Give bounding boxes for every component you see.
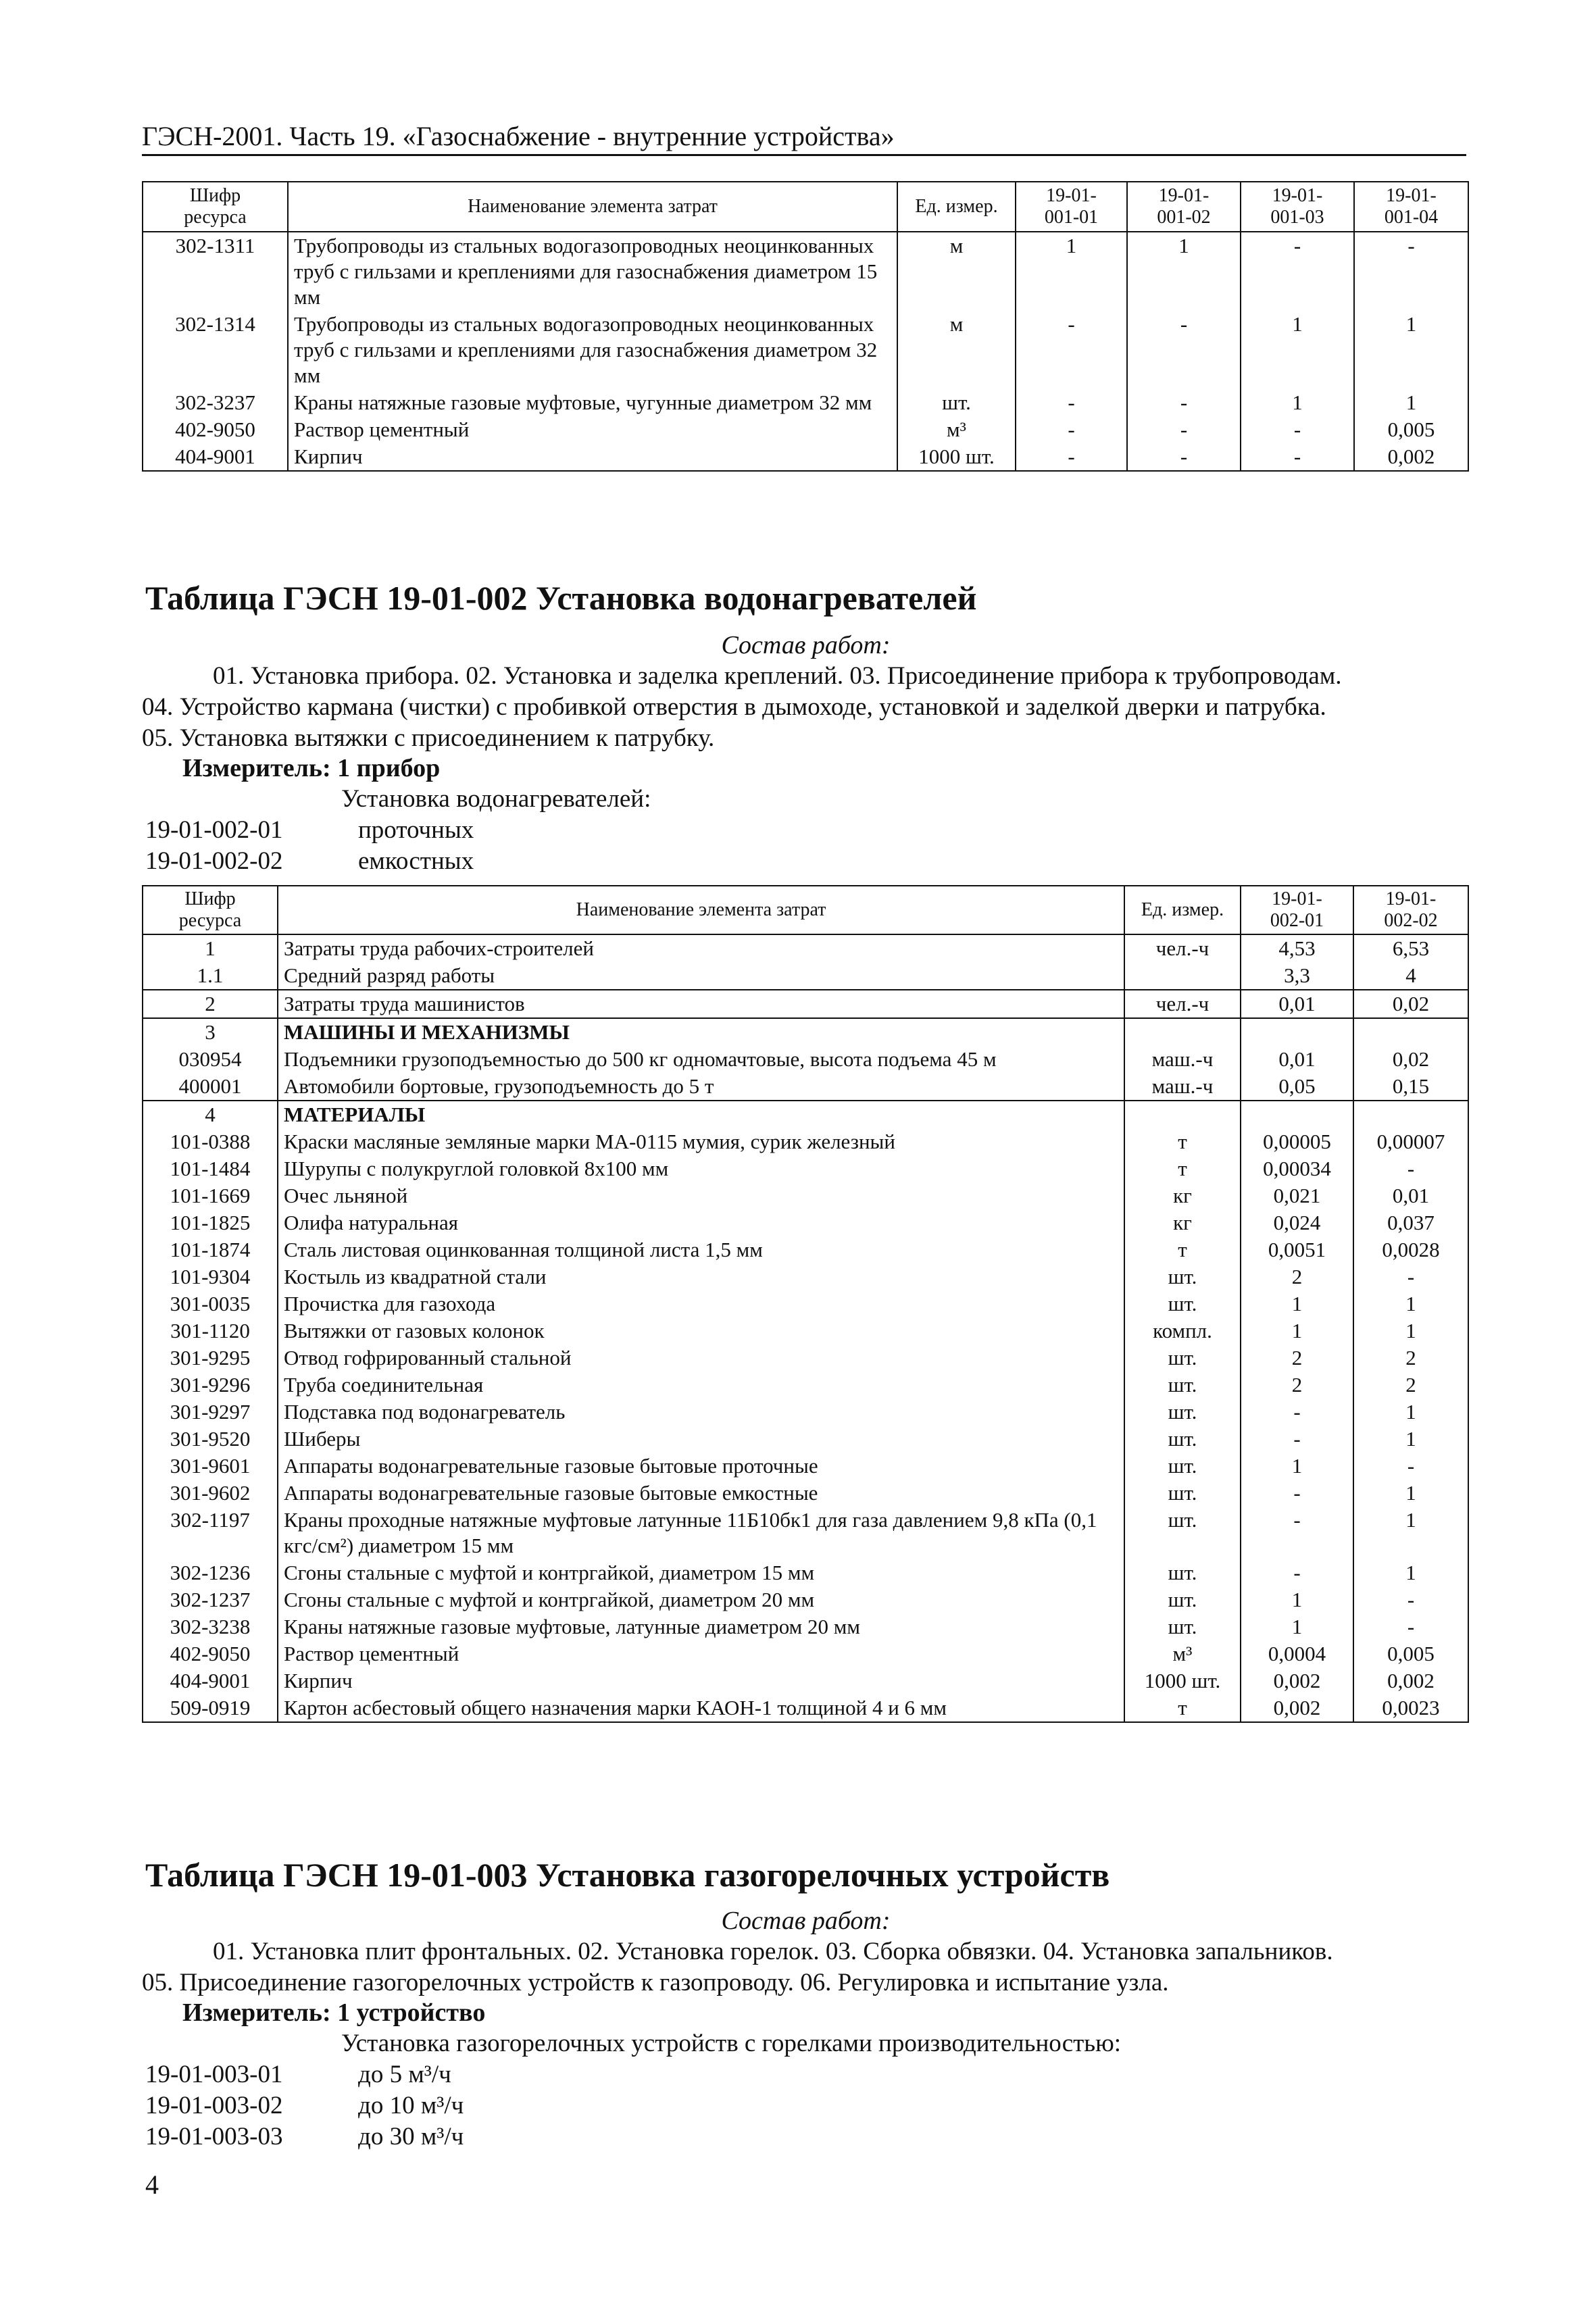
cell-name: Подъемники грузоподъемностью до 500 кг одномачтовые, высота подъема 45 м [278,1046,1124,1073]
cell-name: Краны проходные натяжные муфтовые латунные 11Б10бк1 для газа давлением 9,8 кПа (0,1 кгс/см²) диаметром 15 мм [278,1507,1124,1559]
cell-value-1: 0,002 [1241,1667,1353,1694]
cell-value-1: 1 [1241,1586,1353,1613]
cell-name: Сталь листовая оцинкованная толщиной листа 1,5 мм [278,1236,1124,1263]
cell-value-2: 1 [1353,1317,1468,1344]
table-19-01-002 [142,885,1469,1723]
cell-code: 301-9296 [143,1372,278,1399]
cell-value-1: - [1016,443,1127,471]
cell-code: 101-1825 [143,1209,278,1236]
table-row [143,1613,1468,1640]
cell-name: Олифа натуральная [278,1209,1124,1236]
cell-name: Очес льняной [278,1182,1124,1209]
cell-name: Раствор цементный [288,416,897,443]
section2-work-line-2: 04. Устройство кармана (чистки) с пробивкой отверстия в дымоходе, установкой и заделкой дверки и патрубка. [142,693,1326,721]
cell-value-1: - [1241,1480,1353,1507]
table-row [143,1290,1468,1317]
table-row [143,1236,1468,1263]
cell-value-2: 0,0028 [1353,1236,1468,1263]
cell-code: 302-3238 [143,1613,278,1640]
cell-code: 4 [143,1101,278,1128]
cell-unit: шт. [1124,1586,1241,1613]
table-row [143,1018,1468,1046]
cell-value-1: 0,01 [1241,990,1353,1018]
cell-value-2 [1353,1018,1468,1046]
cell-code: 404-9001 [143,443,288,471]
cell-name: Краски масляные земляные марки МА-0115 мумия, сурик железный [278,1128,1124,1155]
cell-value-2: 0,037 [1353,1209,1468,1236]
cell-unit: маш.-ч [1124,1073,1241,1101]
cell-value-1: 1 [1241,1453,1353,1480]
cell-unit: шт. [1124,1290,1241,1317]
table-row [143,1344,1468,1372]
cell-value-2: - [1353,1586,1468,1613]
cell-value-2: 2 [1353,1372,1468,1399]
cell-value-3: 1 [1241,389,1354,416]
cell-value-2: - [1353,1453,1468,1480]
cell-value-3: - [1241,416,1354,443]
cell-name: Краны натяжные газовые муфтовые, чугунные диаметром 32 мм [288,389,897,416]
cell-value-4: 0,002 [1354,443,1468,471]
cell-value-2: 0,02 [1353,990,1468,1018]
col-header-variant-2: 19-01- 002-02 [1353,886,1468,934]
cell-unit: м [897,232,1016,311]
cell-name: Отвод гофрированный стальной [278,1344,1124,1372]
cell-unit: чел.-ч [1124,990,1241,1018]
cell-name: Вытяжки от газовых колонок [278,1317,1124,1344]
cell-unit: шт. [1124,1263,1241,1290]
cell-code: 101-1874 [143,1236,278,1263]
cell-unit: шт. [1124,1613,1241,1640]
cell-unit [1124,1101,1241,1128]
cell-unit: компл. [1124,1317,1241,1344]
cell-value-2: - [1353,1613,1468,1640]
cell-name: Раствор цементный [278,1640,1124,1667]
table-row [143,1694,1468,1722]
cell-value-2: - [1353,1155,1468,1182]
cell-value-2: 1 [1353,1426,1468,1453]
cell-code: 101-1669 [143,1182,278,1209]
cell-value-3: 1 [1241,311,1354,389]
cell-value-1: 0,00005 [1241,1128,1353,1155]
cell-name: Подставка под водонагреватель [278,1399,1124,1426]
cell-code: 302-1197 [143,1507,278,1559]
section2-meter: Измеритель: 1 прибор [182,754,441,782]
cell-unit: шт. [897,389,1016,416]
cell-name: Картон асбестовый общего назначения марки КАОН-1 толщиной 4 и 6 мм [278,1694,1124,1722]
cell-value-2: - [1353,1263,1468,1290]
table-row [143,1073,1468,1101]
cell-code: 302-1236 [143,1559,278,1586]
cell-code: 301-9602 [143,1480,278,1507]
section3-variant-row [145,2121,464,2153]
section-title-19-01-003: Таблица ГЭСН 19-01-003 Установка газогорелочных устройств [145,1856,1110,1894]
cell-code: 101-1484 [143,1155,278,1182]
variant-code: 19-01-003-02 [145,2092,283,2119]
section2-variant-row [145,815,474,846]
cell-code: 302-3237 [143,389,288,416]
cell-code: 2 [143,990,278,1018]
section-title-19-01-002: Таблица ГЭСН 19-01-002 Установка водонагревателей [145,579,977,617]
table-row [143,1182,1468,1209]
cell-name: Шурупы с полукруглой головкой 8х100 мм [278,1155,1124,1182]
cell-unit: т [1124,1236,1241,1263]
cell-unit: шт. [1124,1426,1241,1453]
col-header-code: Шифр ресурса [143,886,278,934]
cell-value-1: 0,01 [1241,1046,1353,1073]
cell-unit [1124,1018,1241,1046]
cell-name: Шиберы [278,1426,1124,1453]
section2-variant-row [145,846,474,877]
cell-code: 301-1120 [143,1317,278,1344]
section2-work-line-1: 01. Установка прибора. 02. Установка и заделка креплений. 03. Присоединение прибора к трубопроводам. [213,662,1342,690]
variant-label: до 30 м³/ч [358,2123,464,2150]
cell-value-1: 2 [1241,1263,1353,1290]
cell-value-2: - [1127,443,1241,471]
cell-value-1 [1241,1018,1353,1046]
cell-unit: маш.-ч [1124,1046,1241,1073]
cell-value-3: - [1241,232,1354,311]
section2-work-line-3: 05. Установка вытяжки с присоединением к патрубку. [142,724,715,752]
table-row [143,1263,1468,1290]
cell-unit: 1000 шт. [1124,1667,1241,1694]
cell-code: 301-9601 [143,1453,278,1480]
variant-code: 19-01-003-03 [145,2123,283,2150]
cell-value-2: 1 [1353,1290,1468,1317]
table-row [143,232,1468,311]
variant-label: проточных [358,816,474,844]
table-row [143,1426,1468,1453]
cell-code: 301-9520 [143,1426,278,1453]
table-row [143,1372,1468,1399]
cell-code: 302-1311 [143,232,288,311]
cell-name: Аппараты водонагревательные газовые бытовые проточные [278,1453,1124,1480]
cell-unit: т [1124,1128,1241,1155]
section3-variant-row [145,2059,451,2090]
cell-code: 509-0919 [143,1694,278,1722]
table-row [143,1399,1468,1426]
cell-value-1: 0,024 [1241,1209,1353,1236]
cell-name: Кирпич [278,1667,1124,1694]
col-header-variant-4: 19-01- 001-04 [1354,182,1468,232]
cell-code: 301-0035 [143,1290,278,1317]
cell-code: 301-9297 [143,1399,278,1426]
cell-unit: шт. [1124,1507,1241,1559]
table-row [143,1640,1468,1667]
table-row [143,962,1468,990]
col-header-variant-1: 19-01- 001-01 [1016,182,1127,232]
cell-code: 1.1 [143,962,278,990]
cell-value-2: 1 [1353,1480,1468,1507]
cell-name: Аппараты водонагревательные газовые бытовые емкостные [278,1480,1124,1507]
page-number: 4 [145,2169,159,2200]
cell-name: Краны натяжные газовые муфтовые, латунные диаметром 20 мм [278,1613,1124,1640]
col-header-unit: Ед. измер. [1124,886,1241,934]
cell-value-1: 0,0051 [1241,1236,1353,1263]
cell-value-2: 1 [1353,1559,1468,1586]
table-row [143,1667,1468,1694]
cell-value-2: 0,00007 [1353,1128,1468,1155]
cell-value-2: 6,53 [1353,934,1468,962]
cell-unit [1124,962,1241,990]
cell-value-1: 0,05 [1241,1073,1353,1101]
section3-meter: Измеритель: 1 устройство [182,1998,486,2027]
cell-value-2: 4 [1353,962,1468,990]
variant-code: 19-01-003-01 [145,2061,283,2088]
cell-value-1: 1 [1241,1317,1353,1344]
cell-unit: м³ [897,416,1016,443]
table-row [143,443,1468,471]
cell-value-2: 0,005 [1353,1640,1468,1667]
table-row [143,1559,1468,1586]
cell-value-1: 1 [1241,1613,1353,1640]
cell-code: 400001 [143,1073,278,1101]
cell-unit: м³ [1124,1640,1241,1667]
table-row [143,1453,1468,1480]
cell-code: 030954 [143,1046,278,1073]
cell-name: Средний разряд работы [278,962,1124,990]
cell-value-1: 2 [1241,1344,1353,1372]
cell-value-3: - [1241,443,1354,471]
section2-sostav-heading: Состав работ: [721,631,891,659]
cell-value-1: 0,0004 [1241,1640,1353,1667]
cell-name: Кирпич [288,443,897,471]
cell-value-2: - [1127,416,1241,443]
table-row [143,934,1468,962]
table-19-01-001 [142,181,1469,472]
table-row [143,1101,1468,1128]
table-row [143,1507,1468,1559]
table-row [143,1128,1468,1155]
cell-name: Сгоны стальные с муфтой и контргайкой, диаметром 15 мм [278,1559,1124,1586]
cell-code: 301-9295 [143,1344,278,1372]
cell-unit: 1000 шт. [897,443,1016,471]
cell-value-2: 0,02 [1353,1046,1468,1073]
cell-name: Автомобили бортовые, грузоподъемность до 5 т [278,1073,1124,1101]
cell-name: Труба соединительная [278,1372,1124,1399]
cell-value-2: 1 [1353,1507,1468,1559]
cell-value-4: - [1354,232,1468,311]
section3-work-line-1: 01. Установка плит фронтальных. 02. Установка горелок. 03. Сборка обвязки. 04. Установка запальников. [213,1938,1333,1965]
cell-value-2: 0,002 [1353,1667,1468,1694]
variant-label: до 5 м³/ч [358,2061,451,2088]
cell-name: МАТЕРИАЛЫ [278,1101,1124,1128]
section3-work-line-2: 05. Присоединение газогорелочных устройств к газопроводу. 06. Регулировка и испытание узла. [142,1969,1169,1996]
col-header-variant-3: 19-01- 001-03 [1241,182,1354,232]
cell-value-4: 0,005 [1354,416,1468,443]
cell-code: 404-9001 [143,1667,278,1694]
table-row [143,389,1468,416]
cell-unit: м [897,311,1016,389]
cell-value-2 [1353,1101,1468,1128]
col-header-name: Наименование элемента затрат [278,886,1124,934]
cell-value-2: 0,0023 [1353,1694,1468,1722]
cell-unit: шт. [1124,1480,1241,1507]
variant-code: 19-01-002-01 [145,816,283,844]
section3-sostav-heading: Состав работ: [721,1907,891,1935]
cell-value-1: - [1016,416,1127,443]
cell-value-1: 0,00034 [1241,1155,1353,1182]
section3-variant-row [145,2090,464,2121]
cell-unit: чел.-ч [1124,934,1241,962]
cell-unit: шт. [1124,1399,1241,1426]
variant-label: емкостных [358,847,474,875]
cell-value-1: 3,3 [1241,962,1353,990]
col-header-variant-1: 19-01- 002-01 [1241,886,1353,934]
cell-unit: шт. [1124,1559,1241,1586]
cell-value-1: 0,002 [1241,1694,1353,1722]
cell-code: 402-9050 [143,416,288,443]
table-row [143,416,1468,443]
cell-unit: шт. [1124,1344,1241,1372]
col-header-variant-2: 19-01- 001-02 [1127,182,1241,232]
cell-name: Трубопроводы из стальных водогазопроводных неоцинкованных труб с гильзами и креплениями для газоснабжения диаметром 32 мм [288,311,897,389]
cell-value-4: 1 [1354,389,1468,416]
table-row [143,1046,1468,1073]
section2-variants-title: Установка водонагревателей: [341,785,651,813]
cell-value-2: 1 [1127,232,1241,311]
table-row [143,1586,1468,1613]
cell-name: Затраты труда рабочих-строителей [278,934,1124,962]
cell-code: 101-9304 [143,1263,278,1290]
table-row [143,990,1468,1018]
cell-value-2: - [1127,311,1241,389]
table-row [143,1480,1468,1507]
cell-code: 402-9050 [143,1640,278,1667]
cell-name: Прочистка для газохода [278,1290,1124,1317]
cell-unit: кг [1124,1209,1241,1236]
cell-name: МАШИНЫ И МЕХАНИЗМЫ [278,1018,1124,1046]
cell-value-1: - [1241,1559,1353,1586]
cell-value-1 [1241,1101,1353,1128]
cell-unit: т [1124,1694,1241,1722]
cell-unit: шт. [1124,1372,1241,1399]
cell-value-2: 2 [1353,1344,1468,1372]
table-row [143,1155,1468,1182]
cell-name: Костыль из квадратной стали [278,1263,1124,1290]
cell-value-1: - [1241,1399,1353,1426]
cell-value-2: - [1127,389,1241,416]
cell-value-1: - [1016,311,1127,389]
cell-value-1: 1 [1241,1290,1353,1317]
header-rule [142,154,1466,156]
cell-value-1: - [1241,1426,1353,1453]
cell-unit: шт. [1124,1453,1241,1480]
cell-value-1: - [1241,1507,1353,1559]
cell-value-1: 0,021 [1241,1182,1353,1209]
cell-name: Сгоны стальные с муфтой и контргайкой, диаметром 20 мм [278,1586,1124,1613]
cell-code: 3 [143,1018,278,1046]
cell-code: 101-0388 [143,1128,278,1155]
cell-value-1: 2 [1241,1372,1353,1399]
cell-value-2: 0,01 [1353,1182,1468,1209]
cell-unit: т [1124,1155,1241,1182]
cell-value-1: 4,53 [1241,934,1353,962]
table-row [143,1317,1468,1344]
variant-label: до 10 м³/ч [358,2092,464,2119]
cell-name: Затраты труда машинистов [278,990,1124,1018]
section3-variants-title: Установка газогорелочных устройств с горелками производительностью: [341,2030,1122,2057]
cell-name: Трубопроводы из стальных водогазопроводных неоцинкованных труб с гильзами и креплениями для газоснабжения диаметром 15 мм [288,232,897,311]
cell-value-2: 0,15 [1353,1073,1468,1101]
cell-code: 302-1237 [143,1586,278,1613]
table-row [143,311,1468,389]
cell-value-4: 1 [1354,311,1468,389]
col-header-code: Шифр ресурса [143,182,288,232]
cell-value-1: - [1016,389,1127,416]
cell-unit: кг [1124,1182,1241,1209]
table-row [143,1209,1468,1236]
cell-value-1: 1 [1016,232,1127,311]
cell-code: 302-1314 [143,311,288,389]
variant-code: 19-01-002-02 [145,847,283,875]
cell-value-2: 1 [1353,1399,1468,1426]
running-header: ГЭСН-2001. Часть 19. «Газоснабжение - внутренние устройства» [142,121,895,151]
col-header-name: Наименование элемента затрат [288,182,897,232]
cell-code: 1 [143,934,278,962]
col-header-unit: Ед. измер. [897,182,1016,232]
